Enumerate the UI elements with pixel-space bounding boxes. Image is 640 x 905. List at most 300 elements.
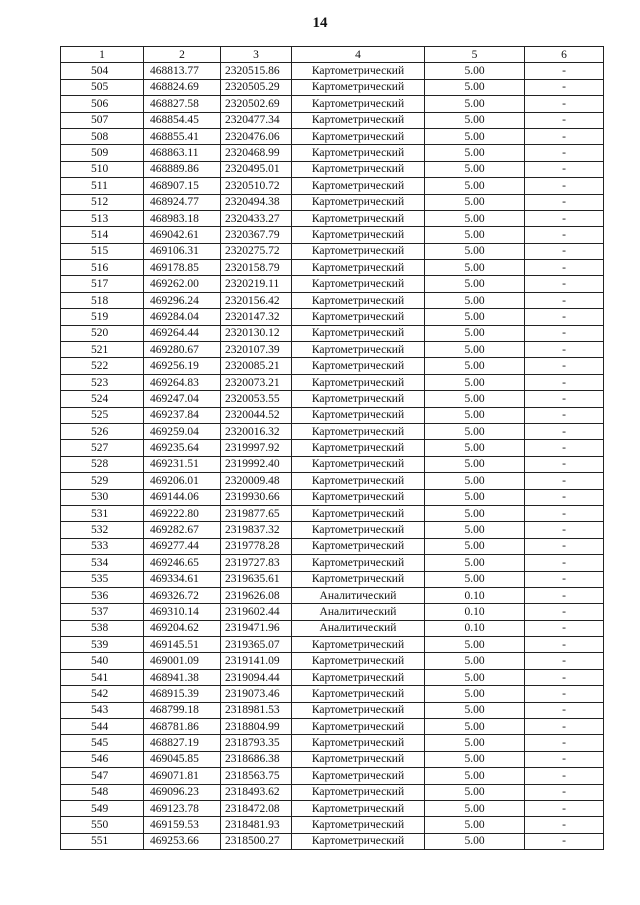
table-row [61, 243, 604, 259]
accuracy-cell: 5.00 [425, 112, 525, 128]
method-cell: Картометрический [292, 751, 425, 767]
y-coordinate-cell: 2320510.72 [221, 178, 292, 194]
method-cell: Картометрический [292, 440, 425, 456]
method-cell: Картометрический [292, 276, 425, 292]
y-coordinate-cell: 2320468.99 [221, 145, 292, 161]
accuracy-cell: 5.00 [425, 309, 525, 325]
header-col-2: 2 [144, 47, 221, 63]
method-cell: Картометрический [292, 79, 425, 95]
accuracy-cell: 5.00 [425, 210, 525, 226]
accuracy-cell: 5.00 [425, 522, 525, 538]
method-cell: Картометрический [292, 833, 425, 849]
y-coordinate-cell: 2320156.42 [221, 292, 292, 308]
accuracy-cell: 0.10 [425, 604, 525, 620]
note-cell: - [525, 735, 604, 751]
method-cell: Картометрический [292, 374, 425, 390]
x-coordinate-cell: 468827.19 [144, 735, 221, 751]
table-row [61, 276, 604, 292]
y-coordinate-cell: 2318804.99 [221, 719, 292, 735]
x-coordinate-cell: 468781.86 [144, 719, 221, 735]
point-number-cell: 505 [61, 79, 144, 95]
accuracy-cell: 5.00 [425, 571, 525, 587]
point-number-cell: 545 [61, 735, 144, 751]
point-number-cell: 515 [61, 243, 144, 259]
point-number-cell: 510 [61, 161, 144, 177]
y-coordinate-cell: 2319778.28 [221, 538, 292, 554]
x-coordinate-cell: 469262.00 [144, 276, 221, 292]
note-cell: - [525, 456, 604, 472]
x-coordinate-cell: 468863.11 [144, 145, 221, 161]
y-coordinate-cell: 2319837.32 [221, 522, 292, 538]
note-cell: - [525, 587, 604, 603]
y-coordinate-cell: 2320476.06 [221, 128, 292, 144]
y-coordinate-cell: 2320107.39 [221, 342, 292, 358]
note-cell: - [525, 505, 604, 521]
accuracy-cell: 5.00 [425, 423, 525, 439]
point-number-cell: 534 [61, 555, 144, 571]
table-row [61, 817, 604, 833]
y-coordinate-cell: 2318500.27 [221, 833, 292, 849]
accuracy-cell: 5.00 [425, 489, 525, 505]
note-cell: - [525, 604, 604, 620]
note-cell: - [525, 407, 604, 423]
y-coordinate-cell: 2319073.46 [221, 686, 292, 702]
method-cell: Картометрический [292, 423, 425, 439]
method-cell: Картометрический [292, 555, 425, 571]
y-coordinate-cell: 2318481.93 [221, 817, 292, 833]
x-coordinate-cell: 469326.72 [144, 587, 221, 603]
point-number-cell: 512 [61, 194, 144, 210]
x-coordinate-cell: 469231.51 [144, 456, 221, 472]
point-number-cell: 547 [61, 768, 144, 784]
accuracy-cell: 5.00 [425, 178, 525, 194]
note-cell: - [525, 702, 604, 718]
x-coordinate-cell: 468941.38 [144, 669, 221, 685]
table-row [61, 358, 604, 374]
accuracy-cell: 5.00 [425, 669, 525, 685]
point-number-cell: 522 [61, 358, 144, 374]
table-row [61, 555, 604, 571]
note-cell: - [525, 374, 604, 390]
table-row [61, 227, 604, 243]
table-body [61, 63, 604, 850]
accuracy-cell: 5.00 [425, 161, 525, 177]
x-coordinate-cell: 468915.39 [144, 686, 221, 702]
x-coordinate-cell: 469123.78 [144, 800, 221, 816]
x-coordinate-cell: 469106.31 [144, 243, 221, 259]
header-col-6: 6 [525, 47, 604, 63]
point-number-cell: 540 [61, 653, 144, 669]
x-coordinate-cell: 468854.45 [144, 112, 221, 128]
x-coordinate-cell: 469204.62 [144, 620, 221, 636]
x-coordinate-cell: 468889.86 [144, 161, 221, 177]
accuracy-cell: 5.00 [425, 145, 525, 161]
x-coordinate-cell: 469264.44 [144, 325, 221, 341]
table-row [61, 505, 604, 521]
accuracy-cell: 5.00 [425, 555, 525, 571]
table-row [61, 489, 604, 505]
point-number-cell: 533 [61, 538, 144, 554]
method-cell: Картометрический [292, 210, 425, 226]
accuracy-cell: 5.00 [425, 686, 525, 702]
accuracy-cell: 5.00 [425, 194, 525, 210]
note-cell: - [525, 194, 604, 210]
table-row [61, 210, 604, 226]
y-coordinate-cell: 2319141.09 [221, 653, 292, 669]
x-coordinate-cell: 468827.58 [144, 96, 221, 112]
accuracy-cell: 5.00 [425, 79, 525, 95]
y-coordinate-cell: 2319992.40 [221, 456, 292, 472]
y-coordinate-cell: 2320219.11 [221, 276, 292, 292]
table-header-row [61, 47, 604, 63]
method-cell: Картометрический [292, 686, 425, 702]
table-row [61, 669, 604, 685]
method-cell: Картометрический [292, 538, 425, 554]
x-coordinate-cell: 469246.65 [144, 555, 221, 571]
note-cell: - [525, 440, 604, 456]
y-coordinate-cell: 2320130.12 [221, 325, 292, 341]
accuracy-cell: 5.00 [425, 358, 525, 374]
x-coordinate-cell: 468855.41 [144, 128, 221, 144]
note-cell: - [525, 210, 604, 226]
table-row [61, 112, 604, 128]
y-coordinate-cell: 2319602.44 [221, 604, 292, 620]
table-row [61, 79, 604, 95]
note-cell: - [525, 571, 604, 587]
table-row [61, 325, 604, 341]
point-number-cell: 524 [61, 391, 144, 407]
y-coordinate-cell: 2319094.44 [221, 669, 292, 685]
point-number-cell: 517 [61, 276, 144, 292]
table-row [61, 522, 604, 538]
accuracy-cell: 5.00 [425, 538, 525, 554]
method-cell: Картометрический [292, 489, 425, 505]
table-row [61, 686, 604, 702]
accuracy-cell: 5.00 [425, 505, 525, 521]
method-cell: Картометрический [292, 63, 425, 79]
point-number-cell: 523 [61, 374, 144, 390]
y-coordinate-cell: 2318472.08 [221, 800, 292, 816]
y-coordinate-cell: 2318793.35 [221, 735, 292, 751]
point-number-cell: 521 [61, 342, 144, 358]
y-coordinate-cell: 2320147.32 [221, 309, 292, 325]
method-cell: Картометрический [292, 178, 425, 194]
note-cell: - [525, 833, 604, 849]
table-row [61, 374, 604, 390]
method-cell: Картометрический [292, 473, 425, 489]
table-row [61, 637, 604, 653]
note-cell: - [525, 423, 604, 439]
method-cell: Аналитический [292, 587, 425, 603]
point-number-cell: 544 [61, 719, 144, 735]
note-cell: - [525, 538, 604, 554]
note-cell: - [525, 342, 604, 358]
x-coordinate-cell: 468813.77 [144, 63, 221, 79]
method-cell: Картометрический [292, 342, 425, 358]
point-number-cell: 504 [61, 63, 144, 79]
x-coordinate-cell: 468983.18 [144, 210, 221, 226]
x-coordinate-cell: 468799.18 [144, 702, 221, 718]
point-number-cell: 539 [61, 637, 144, 653]
point-number-cell: 514 [61, 227, 144, 243]
note-cell: - [525, 161, 604, 177]
y-coordinate-cell: 2320495.01 [221, 161, 292, 177]
method-cell: Картометрический [292, 128, 425, 144]
method-cell: Картометрический [292, 669, 425, 685]
table-row [61, 702, 604, 718]
table-row [61, 161, 604, 177]
accuracy-cell: 5.00 [425, 637, 525, 653]
table-row [61, 178, 604, 194]
accuracy-cell: 5.00 [425, 751, 525, 767]
accuracy-cell: 5.00 [425, 440, 525, 456]
x-coordinate-cell: 469159.53 [144, 817, 221, 833]
point-number-cell: 528 [61, 456, 144, 472]
table-row [61, 194, 604, 210]
note-cell: - [525, 276, 604, 292]
point-number-cell: 536 [61, 587, 144, 603]
note-cell: - [525, 751, 604, 767]
x-coordinate-cell: 469206.01 [144, 473, 221, 489]
table-row [61, 96, 604, 112]
x-coordinate-cell: 469256.19 [144, 358, 221, 374]
y-coordinate-cell: 2320494.38 [221, 194, 292, 210]
y-coordinate-cell: 2318493.62 [221, 784, 292, 800]
table-row [61, 751, 604, 767]
table-row [61, 407, 604, 423]
accuracy-cell: 5.00 [425, 243, 525, 259]
method-cell: Картометрический [292, 719, 425, 735]
table-row [61, 833, 604, 849]
table-row [61, 653, 604, 669]
table-row [61, 260, 604, 276]
method-cell: Картометрический [292, 161, 425, 177]
accuracy-cell: 5.00 [425, 702, 525, 718]
method-cell: Картометрический [292, 407, 425, 423]
accuracy-cell: 5.00 [425, 833, 525, 849]
point-number-cell: 507 [61, 112, 144, 128]
table-row [61, 735, 604, 751]
note-cell: - [525, 768, 604, 784]
page-number: 14 [312, 15, 328, 31]
point-number-cell: 519 [61, 309, 144, 325]
accuracy-cell: 5.00 [425, 96, 525, 112]
note-cell: - [525, 817, 604, 833]
note-cell: - [525, 79, 604, 95]
method-cell: Картометрический [292, 817, 425, 833]
method-cell: Картометрический [292, 96, 425, 112]
header-col-3: 3 [221, 47, 292, 63]
method-cell: Картометрический [292, 571, 425, 587]
note-cell: - [525, 292, 604, 308]
point-number-cell: 511 [61, 178, 144, 194]
x-coordinate-cell: 469001.09 [144, 653, 221, 669]
y-coordinate-cell: 2318686.38 [221, 751, 292, 767]
y-coordinate-cell: 2320367.79 [221, 227, 292, 243]
x-coordinate-cell: 469096.23 [144, 784, 221, 800]
note-cell: - [525, 391, 604, 407]
note-cell: - [525, 784, 604, 800]
y-coordinate-cell: 2320044.52 [221, 407, 292, 423]
point-number-cell: 516 [61, 260, 144, 276]
point-number-cell: 525 [61, 407, 144, 423]
accuracy-cell: 5.00 [425, 800, 525, 816]
y-coordinate-cell: 2320477.34 [221, 112, 292, 128]
y-coordinate-cell: 2319877.65 [221, 505, 292, 521]
note-cell: - [525, 489, 604, 505]
table-row [61, 342, 604, 358]
table-row [61, 391, 604, 407]
table-row [61, 620, 604, 636]
x-coordinate-cell: 468907.15 [144, 178, 221, 194]
method-cell: Картометрический [292, 637, 425, 653]
accuracy-cell: 5.00 [425, 276, 525, 292]
note-cell: - [525, 96, 604, 112]
y-coordinate-cell: 2319997.92 [221, 440, 292, 456]
table-row [61, 63, 604, 79]
method-cell: Картометрический [292, 243, 425, 259]
accuracy-cell: 5.00 [425, 128, 525, 144]
accuracy-cell: 0.10 [425, 620, 525, 636]
method-cell: Картометрический [292, 768, 425, 784]
y-coordinate-cell: 2320158.79 [221, 260, 292, 276]
x-coordinate-cell: 469247.04 [144, 391, 221, 407]
y-coordinate-cell: 2319365.07 [221, 637, 292, 653]
method-cell: Аналитический [292, 604, 425, 620]
method-cell: Картометрический [292, 391, 425, 407]
header-col-5: 5 [425, 47, 525, 63]
method-cell: Картометрический [292, 227, 425, 243]
y-coordinate-cell: 2320009.48 [221, 473, 292, 489]
x-coordinate-cell: 469296.24 [144, 292, 221, 308]
header-col-1: 1 [61, 47, 144, 63]
note-cell: - [525, 620, 604, 636]
note-cell: - [525, 800, 604, 816]
table-row [61, 473, 604, 489]
note-cell: - [525, 522, 604, 538]
note-cell: - [525, 227, 604, 243]
note-cell: - [525, 473, 604, 489]
x-coordinate-cell: 469310.14 [144, 604, 221, 620]
method-cell: Картометрический [292, 325, 425, 341]
y-coordinate-cell: 2320085.21 [221, 358, 292, 374]
point-number-cell: 551 [61, 833, 144, 849]
method-cell: Картометрический [292, 145, 425, 161]
x-coordinate-cell: 469253.66 [144, 833, 221, 849]
table-row [61, 292, 604, 308]
y-coordinate-cell: 2318563.75 [221, 768, 292, 784]
point-number-cell: 508 [61, 128, 144, 144]
coordinates-table [60, 46, 604, 850]
table-row [61, 571, 604, 587]
accuracy-cell: 5.00 [425, 817, 525, 833]
y-coordinate-cell: 2319635.61 [221, 571, 292, 587]
method-cell: Картометрический [292, 653, 425, 669]
y-coordinate-cell: 2318981.53 [221, 702, 292, 718]
point-number-cell: 541 [61, 669, 144, 685]
x-coordinate-cell: 468824.69 [144, 79, 221, 95]
point-number-cell: 520 [61, 325, 144, 341]
point-number-cell: 535 [61, 571, 144, 587]
note-cell: - [525, 260, 604, 276]
y-coordinate-cell: 2320505.29 [221, 79, 292, 95]
y-coordinate-cell: 2319727.83 [221, 555, 292, 571]
point-number-cell: 506 [61, 96, 144, 112]
note-cell: - [525, 112, 604, 128]
method-cell: Картометрический [292, 309, 425, 325]
accuracy-cell: 5.00 [425, 653, 525, 669]
table-row [61, 145, 604, 161]
accuracy-cell: 0.10 [425, 587, 525, 603]
x-coordinate-cell: 469222.80 [144, 505, 221, 521]
point-number-cell: 548 [61, 784, 144, 800]
x-coordinate-cell: 469235.64 [144, 440, 221, 456]
point-number-cell: 538 [61, 620, 144, 636]
x-coordinate-cell: 469284.04 [144, 309, 221, 325]
x-coordinate-cell: 469144.06 [144, 489, 221, 505]
x-coordinate-cell: 469264.83 [144, 374, 221, 390]
method-cell: Картометрический [292, 522, 425, 538]
note-cell: - [525, 178, 604, 194]
accuracy-cell: 5.00 [425, 473, 525, 489]
method-cell: Картометрический [292, 260, 425, 276]
table-row [61, 128, 604, 144]
point-number-cell: 513 [61, 210, 144, 226]
table-row [61, 587, 604, 603]
table-row [61, 456, 604, 472]
accuracy-cell: 5.00 [425, 342, 525, 358]
point-number-cell: 530 [61, 489, 144, 505]
accuracy-cell: 5.00 [425, 719, 525, 735]
accuracy-cell: 5.00 [425, 784, 525, 800]
table-row [61, 423, 604, 439]
method-cell: Картометрический [292, 505, 425, 521]
method-cell: Картометрический [292, 358, 425, 374]
header-col-4: 4 [292, 47, 425, 63]
accuracy-cell: 5.00 [425, 456, 525, 472]
y-coordinate-cell: 2320433.27 [221, 210, 292, 226]
accuracy-cell: 5.00 [425, 374, 525, 390]
table-row [61, 768, 604, 784]
x-coordinate-cell: 469045.85 [144, 751, 221, 767]
note-cell: - [525, 719, 604, 735]
table-row [61, 800, 604, 816]
note-cell: - [525, 128, 604, 144]
method-cell: Картометрический [292, 702, 425, 718]
method-cell: Картометрический [292, 800, 425, 816]
method-cell: Картометрический [292, 456, 425, 472]
accuracy-cell: 5.00 [425, 391, 525, 407]
accuracy-cell: 5.00 [425, 768, 525, 784]
x-coordinate-cell: 469178.85 [144, 260, 221, 276]
x-coordinate-cell: 469282.67 [144, 522, 221, 538]
x-coordinate-cell: 469280.67 [144, 342, 221, 358]
method-cell: Картометрический [292, 784, 425, 800]
method-cell: Картометрический [292, 194, 425, 210]
y-coordinate-cell: 2320502.69 [221, 96, 292, 112]
accuracy-cell: 5.00 [425, 325, 525, 341]
table-row [61, 784, 604, 800]
point-number-cell: 537 [61, 604, 144, 620]
note-cell: - [525, 669, 604, 685]
note-cell: - [525, 145, 604, 161]
table-row [61, 604, 604, 620]
method-cell: Картометрический [292, 292, 425, 308]
x-coordinate-cell: 469259.04 [144, 423, 221, 439]
note-cell: - [525, 358, 604, 374]
x-coordinate-cell: 469237.84 [144, 407, 221, 423]
point-number-cell: 546 [61, 751, 144, 767]
